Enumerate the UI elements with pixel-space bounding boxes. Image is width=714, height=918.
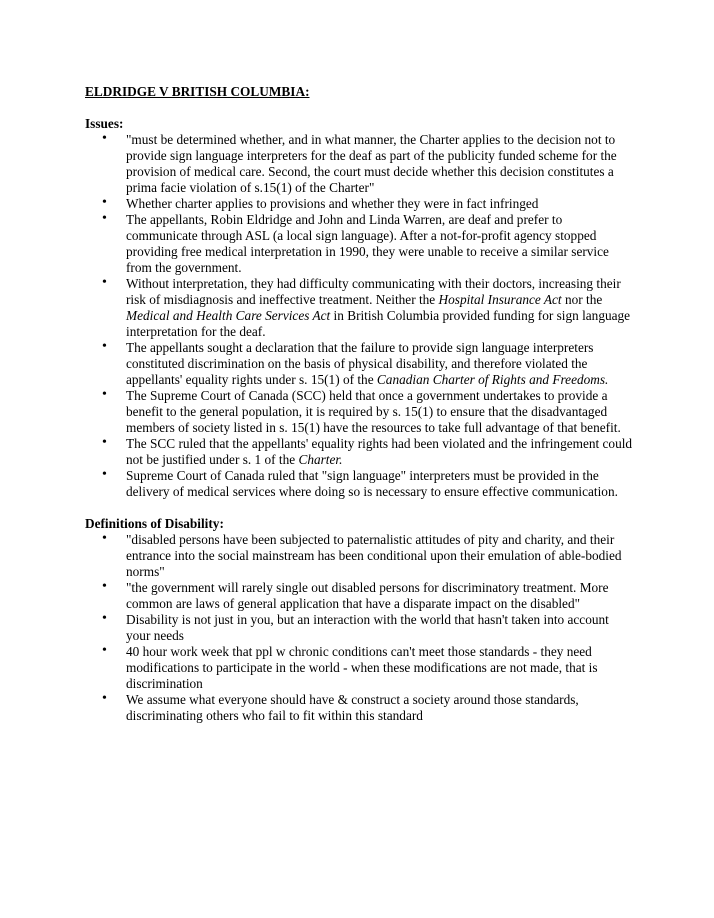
item-text: "must be determined whether, and in what manner, the Charter applies to the decision not to provide sign language interpreters for the deaf as part of the publicity funded scheme for the provision of medical care. Second, the court must decide whether this decision constitutes a prima facie violation of s.15(1) of the Charter" <box>126 132 617 195</box>
item-text: We assume what everyone should have & construct a society around those standards, discriminating others who fail to fit within this standard <box>126 692 579 723</box>
item-text: The appellants, Robin Eldridge and John and Linda Warren, are deaf and prefer to communicate through ASL (a local sign language). After a not-for-profit agency stopped providing free medical interpretation in 1990, they were unable to receive a similar service from the government. <box>126 212 609 275</box>
italic-text: Charter. <box>298 452 343 467</box>
bullet-icon: • <box>102 435 107 450</box>
item-text: in British Columbia provided funding for sign language interpretation for the deaf. <box>126 308 631 339</box>
bullet-icon: • <box>102 211 107 226</box>
list-item <box>85 580 634 612</box>
list-item <box>85 388 634 436</box>
list-item <box>85 532 634 580</box>
issues-heading: Issues: <box>85 116 124 131</box>
item-text: Supreme Court of Canada ruled that "sign language" interpreters must be provided in the delivery of medical services where doing so is necessary to ensure effective communication. <box>126 468 618 499</box>
list-item <box>85 196 634 212</box>
item-text: Disability is not just in you, but an interaction with the world that hasn't taken into account your needs <box>126 612 609 643</box>
bullet-icon: • <box>102 643 107 658</box>
definitions-list <box>85 532 634 724</box>
bullet-icon: • <box>102 387 107 402</box>
bullet-icon: • <box>102 467 107 482</box>
bullet-icon: • <box>102 275 107 290</box>
list-item <box>85 612 634 644</box>
item-text: The Supreme Court of Canada (SCC) held that once a government undertakes to provide a benefit to the general population, it is required by s. 15(1) to ensure that the disadvantaged members of society listed in s. 15(1) have the resources to take full advantage of that benefit. <box>126 388 621 435</box>
item-text: Without interpretation, they had difficulty communicating with their doctors, increasing their risk of misdiagnosis and ineffective treatment. Neither the <box>126 276 621 307</box>
definitions-heading: Definitions of Disability: <box>85 516 224 531</box>
bullet-icon: • <box>102 339 107 354</box>
italic-text: Medical and Health Care Services Act <box>126 308 331 323</box>
italic-text: Canadian Charter of Rights and Freedoms. <box>376 372 609 387</box>
list-item <box>85 436 634 468</box>
list-item <box>85 340 634 388</box>
bullet-icon: • <box>102 579 107 594</box>
item-text: 40 hour work week that ppl w chronic conditions can't meet those standards - they need modifications to participate in the world - when these modifications are not made, that is discrimination <box>126 644 598 691</box>
document-title: ELDRIDGE V BRITISH COLUMBIA: <box>85 84 310 99</box>
list-item <box>85 132 634 196</box>
item-text: The appellants sought a declaration that the failure to provide sign language interpreters constituted discrimination on the basis of physical disability, and therefore violated the appellants' equality rights under s. 15(1) of the <box>126 340 594 387</box>
list-item <box>85 212 634 276</box>
item-text: "disabled persons have been subjected to paternalistic attitudes of pity and charity, and their entrance into the social mainstream has been conditional upon their emulation of able-bodied norms" <box>126 532 622 579</box>
item-text: "the government will rarely single out disabled persons for discriminatory treatment. More common are laws of general application that have a disparate impact on the disabled" <box>126 580 609 611</box>
italic-text: Hospital Insurance Act <box>438 292 562 307</box>
bullet-icon: • <box>102 531 107 546</box>
list-item <box>85 276 634 340</box>
bullet-icon: • <box>102 611 107 626</box>
list-item <box>85 644 634 692</box>
item-text: Whether charter applies to provisions and whether they were in fact infringed <box>126 196 539 211</box>
bullet-icon: • <box>102 195 107 210</box>
list-item <box>85 468 634 500</box>
bullet-icon: • <box>102 691 107 706</box>
issues-list <box>85 132 634 500</box>
item-text: nor the <box>561 292 603 307</box>
bullet-icon: • <box>102 131 107 146</box>
list-item <box>85 692 634 724</box>
item-text: The SCC ruled that the appellants' equality rights had been violated and the infringement could not be justified under s. 1 of the <box>126 436 633 467</box>
